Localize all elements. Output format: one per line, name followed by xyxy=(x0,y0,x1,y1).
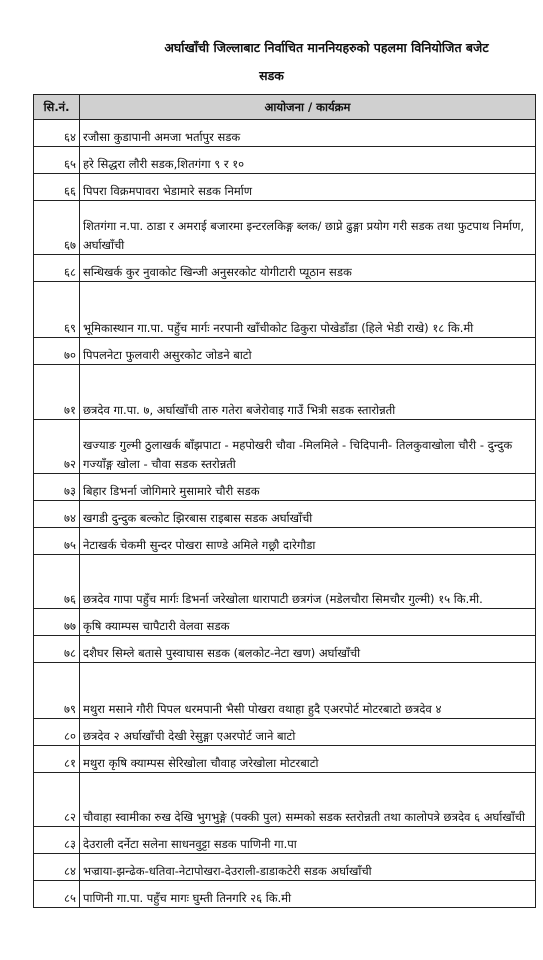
row-project-name: हरे सिद्धरा लौरी सडक,शितगंगा ९ र १० xyxy=(80,147,536,174)
row-project-name: नेटाखर्क चेकमी सुन्दर पोखरा साण्डे अमिले गछ्रौ दारेगौडा xyxy=(80,528,536,555)
row-project-name: छत्रदेव गापा पहुँच मार्गः डिभर्ना जरेखोला धारापाटी छत्रगंज (मडेलचौरा सिमचौर गुल्मी) १५ कि.मी. xyxy=(80,555,536,609)
row-serial-number: ८२ xyxy=(34,773,80,827)
table-row xyxy=(34,636,536,663)
row-serial-number: ७४ xyxy=(34,501,80,528)
row-serial-number: ८३ xyxy=(34,827,80,854)
table-row xyxy=(34,555,536,609)
table-row xyxy=(34,719,536,746)
table-header-row xyxy=(34,95,536,120)
row-project-name: खज्याङ गुल्मी ठुलाखर्क बाँझपाटा - महपोखरी चौवा -मिलमिले - चिदिपानी- तिलकुवाखोला चौरी - दुन्दुक गज्याँङ्ग खोला - चौवा सडक स्तरोन्नती xyxy=(80,420,536,474)
table-row xyxy=(34,881,536,908)
row-serial-number: ६८ xyxy=(34,255,80,282)
row-project-name: भूमिकास्थान गा.पा. पहुँच मार्गः नरपानी खाँचीकोट ढिकुरा पोखेडाँडा (हिले भेडी राखे) १८ कि.मी xyxy=(80,282,536,338)
row-project-name: मथुरा कृषि क्याम्पस सेरिखोला चौवाह जरेखोला मोटरबाटो xyxy=(80,746,536,773)
table-row xyxy=(34,120,536,147)
row-project-name: रजौसा कुडापानी अमजा भर्तापुर सडक xyxy=(80,120,536,147)
table-row xyxy=(34,174,536,201)
table-row xyxy=(34,663,536,719)
row-project-name: पाणिनी गा.पा. पहुँच मागः घुम्ती तिनगरि २६ कि.मी xyxy=(80,881,536,908)
table-row xyxy=(34,365,536,420)
row-project-name: खगडी दुन्दुक बल्कोट झिरबास राइबास सडक अर्घाखाँची xyxy=(80,501,536,528)
table-row xyxy=(34,773,536,827)
table-row xyxy=(34,827,536,854)
row-serial-number: ६४ xyxy=(34,120,80,147)
table-row xyxy=(34,501,536,528)
project-table xyxy=(33,94,536,908)
row-project-name: भज्राया-झन्ढेक-धतिवा-नेटापोखरा-देउराली-डाडाकटेरी सडक अर्घाखाँची xyxy=(80,854,536,881)
row-serial-number: ७६ xyxy=(34,555,80,609)
table-row xyxy=(34,201,536,255)
table-row xyxy=(34,854,536,881)
table-row xyxy=(34,282,536,338)
header-serial-number: सि.नं. xyxy=(34,95,80,120)
table-row xyxy=(34,528,536,555)
table-row xyxy=(34,338,536,365)
row-serial-number: ७२ xyxy=(34,420,80,474)
table-row xyxy=(34,255,536,282)
row-project-name: सन्धिखर्क कुर नुवाकोट खिन्जी अनुसरकोट योगीटारी प्यूठान सडक xyxy=(80,255,536,282)
row-serial-number: ७५ xyxy=(34,528,80,555)
row-project-name: शितगंगा न.पा. ठाडा र अमराई बजारमा इन्टरलकिङ्ग ब्लक/ छाप्ने ढुङ्गा प्रयोग गरी सडक तथा फुटपाथ निर्माण, अर्घाखाँची xyxy=(80,201,536,255)
header-project: आयोजना / कार्यक्रम xyxy=(80,95,536,120)
row-serial-number: ७९ xyxy=(34,663,80,719)
table-row xyxy=(34,474,536,501)
document-title: अर्घाखाँची जिल्लाबाट निर्वाचित माननियहरुको पहलमा विनियोजित बजेट xyxy=(164,40,489,55)
row-project-name: पिपरा विक्रमपावरा भेडामारे सडक निर्माण xyxy=(80,174,536,201)
row-project-name: छत्रदेव २ अर्घाखाँची देखी रेसुङ्गा एअरपोर्ट जाने बाटो xyxy=(80,719,536,746)
row-serial-number: ७३ xyxy=(34,474,80,501)
row-project-name: चौवाहा स्वामीका रुख देखि भुगभुङ्गे (पक्की पुल) सम्मको सडक स्तरोन्नती तथा कालोपत्रे छत्रदेव ६ अर्घाखाँची xyxy=(80,773,536,827)
row-project-name: छत्रदेव गा.पा. ७, अर्घाखाँची तारु गतेरा बजेरोवाइ गाउँ भित्री सडक स्तारोन्नती xyxy=(80,365,536,420)
row-serial-number: ६७ xyxy=(34,201,80,255)
row-project-name: कृषि क्याम्पस चापैटारी वेलवा सडक xyxy=(80,609,536,636)
row-serial-number: ८१ xyxy=(34,746,80,773)
row-project-name: मथुरा मसाने गौरी पिपल धरमपानी भैसी पोखरा वथाहा हुदै एअरपोर्ट मोटरबाटो छत्रदेव ४ xyxy=(80,663,536,719)
row-serial-number: ६६ xyxy=(34,174,80,201)
row-serial-number: ७० xyxy=(34,338,80,365)
table-row xyxy=(34,420,536,474)
row-serial-number: ८४ xyxy=(34,854,80,881)
row-project-name: दशैघर सिम्ले बतासे पुस्वाघास सडक (बलकोट-नेटा खण) अर्घाखाँची xyxy=(80,636,536,663)
table-row xyxy=(34,746,536,773)
row-project-name: पिपलनेटा फुलवारी असुरकोट जोडने बाटो xyxy=(80,338,536,365)
row-serial-number: ८५ xyxy=(34,881,80,908)
row-serial-number: ७८ xyxy=(34,636,80,663)
row-project-name: देउराली दर्नेटा सलेना साधनवुट्टा सडक पाणिनी गा.पा xyxy=(80,827,536,854)
row-serial-number: ७१ xyxy=(34,365,80,420)
row-serial-number: ७७ xyxy=(34,609,80,636)
row-project-name: बिहार डिभर्ना जोगिमारे मुसामारे चौरी सडक xyxy=(80,474,536,501)
document-subtitle: सडक xyxy=(259,68,284,83)
table-row xyxy=(34,147,536,174)
row-serial-number: ६९ xyxy=(34,282,80,338)
table-row xyxy=(34,609,536,636)
row-serial-number: ८० xyxy=(34,719,80,746)
row-serial-number: ६५ xyxy=(34,147,80,174)
